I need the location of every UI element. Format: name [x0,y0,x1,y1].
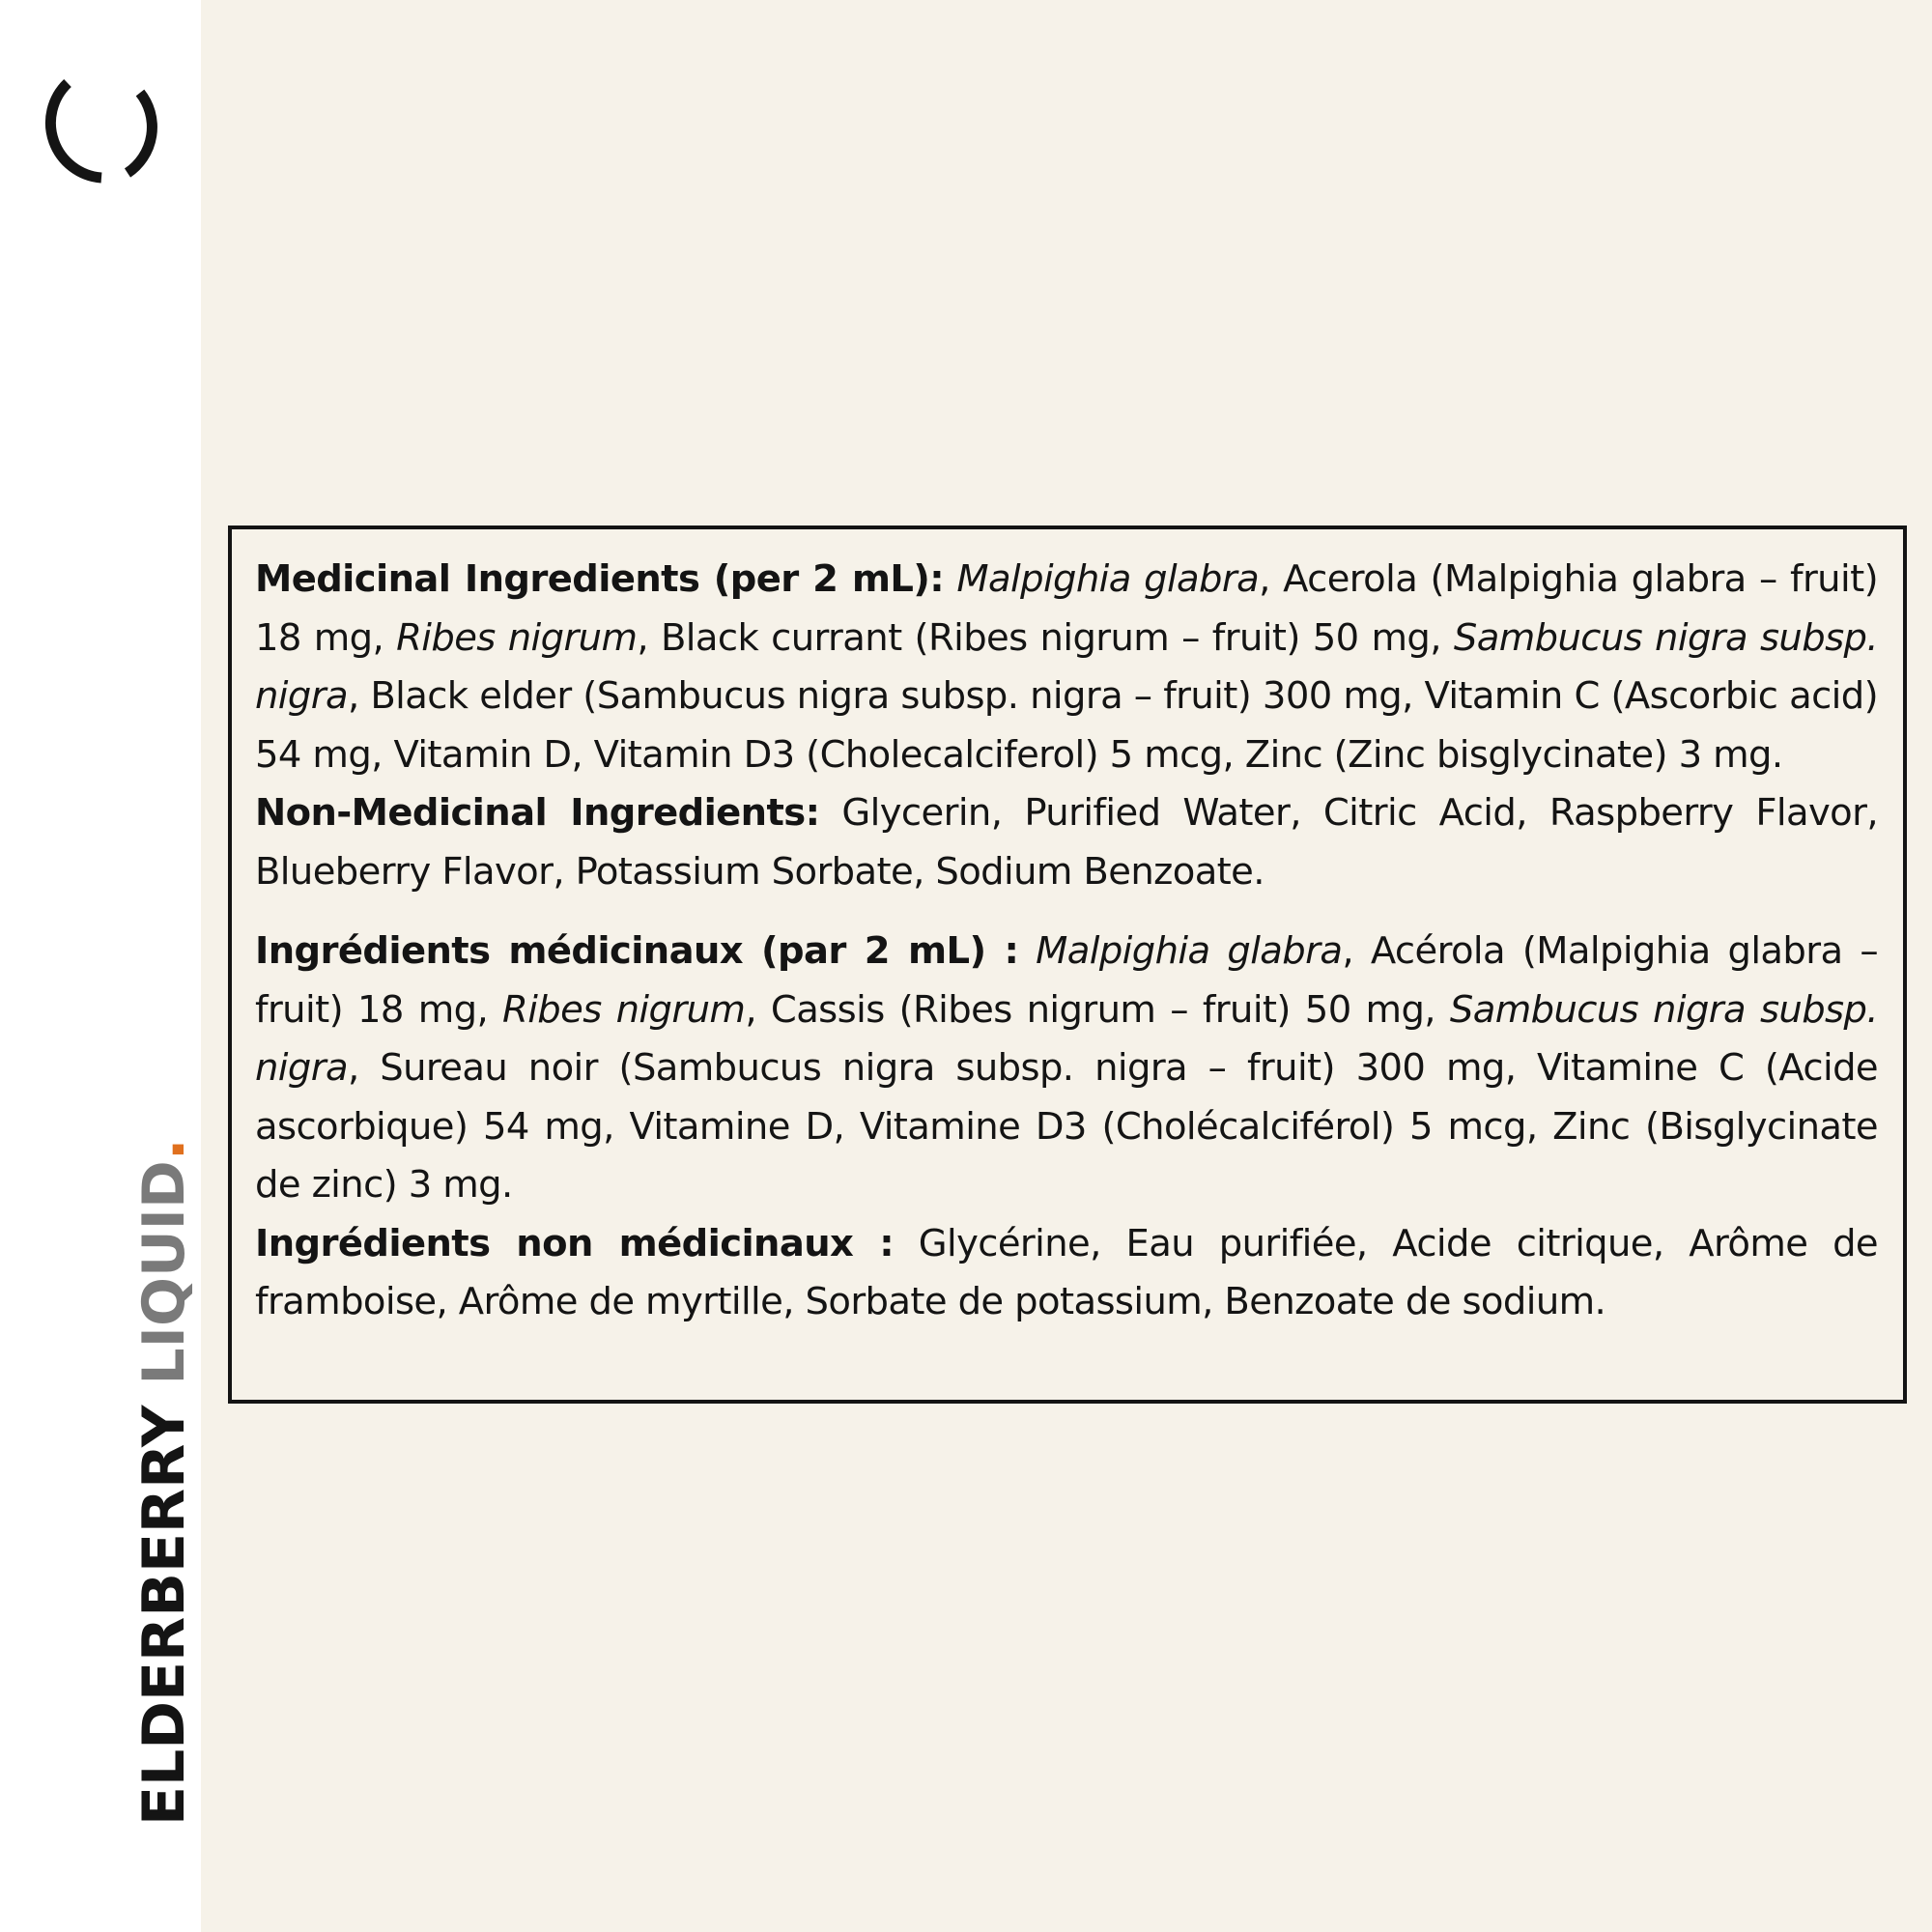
ingredient-text: , Sureau noir (Sambucus nigra subsp. nigra – fruit) 300 mg, Vitamine C (Acide ascorbique) 54 mg, Vitamine D, Vitamine D3 (Cholécalciférol) 5 mcg, Zinc (Bisglycinate de zinc) 3 mg. [255,1046,1878,1207]
latin-name: Ribes nigrum [502,987,746,1032]
ingredient-text: , Acérola (Malpighia glabra – fruit) 18 mg, [255,929,1878,1032]
ingredient-text: , Cassis (Ribes nigrum – fruit) 50 mg, [745,987,1450,1032]
ingredient-text: , Black elder (Sambucus nigra subsp. nigra – fruit) 300 mg, Vitamin C (Ascorbic acid) 54 mg, Vitamin D, Vitamin D3 (Cholecalciferol) 5 mcg, Zinc (Zinc bisglycinate) 3 mg. [255,674,1878,777]
medicinal-heading-en: Medicinal Ingredients (per 2 mL): [255,557,945,601]
latin-name: Sambucus nigra subsp. nigra [255,987,1878,1090]
latin-name: Ribes nigrum [396,615,638,660]
ingredients-panel [228,526,1907,1404]
medicinal-ingredients-fr [255,923,1878,1215]
non-medicinal-heading-en: Non-Medicinal Ingredients: [255,791,820,835]
ingredient-text: Glycérine, Eau purifiée, Acide citrique, Arôme de framboise, Arôme de myrtille, Sorbate de potassium, Benzoate de sodium. [255,1221,1878,1323]
sidebar [0,0,201,1932]
medicinal-ingredients-en [255,551,1878,784]
open-circle-logo-icon [39,60,164,185]
non-medicinal-ingredients-fr [255,1215,1878,1332]
non-medicinal-ingredients-en [255,784,1878,901]
ingredient-text: Glycerin, Purified Water, Citric Acid, Raspberry Flavor, Blueberry Flavor, Potassium Sorbate, Sodium Benzoate. [255,791,1878,894]
non-medicinal-heading-fr: Ingrédients non médicinaux : [255,1221,894,1265]
ingredient-text: , Acerola (Malpighia glabra – fruit) 18 mg, [255,557,1878,660]
medicinal-heading-fr: Ingrédients médicinaux (par 2 mL) : [255,929,1019,973]
ingredient-text: , Black currant (Ribes nigrum – fruit) 50 mg, [637,615,1454,660]
latin-name: Sambucus nigra subsp. nigra [255,615,1878,718]
latin-name: Malpighia glabra [956,557,1260,601]
brand-name-primary: ELDERBERRY [130,1405,198,1826]
latin-name: Malpighia glabra [1036,929,1343,973]
brand-dot: . [130,1138,198,1161]
brand-vertical-label [130,1138,198,1826]
brand-name-secondary: LIQUID [130,1160,198,1385]
